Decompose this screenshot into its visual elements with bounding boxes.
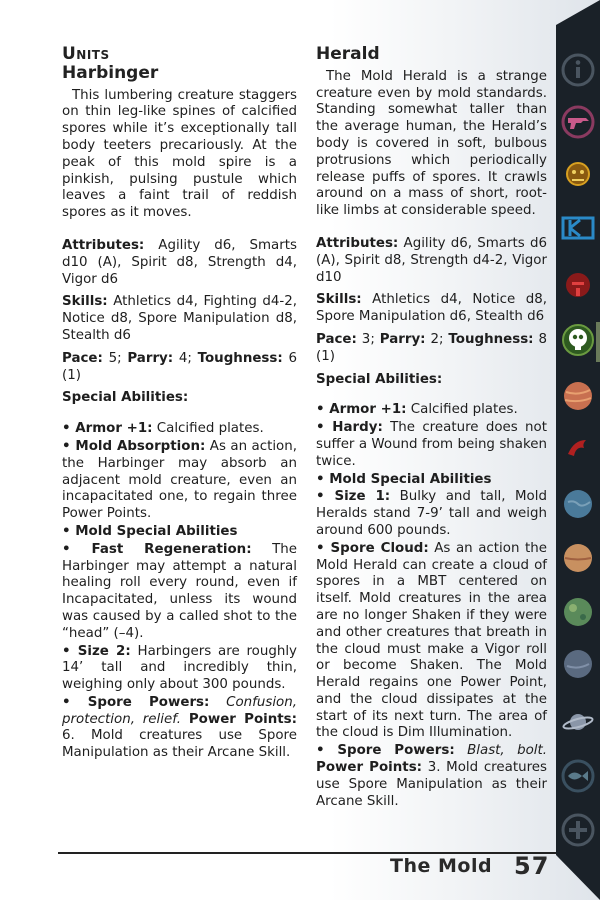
planet-green-icon[interactable] (560, 594, 596, 630)
left-column (62, 46, 297, 763)
creature-name-herald: Herald (316, 44, 380, 64)
fish-icon[interactable] (560, 758, 596, 794)
ability-item: • Mold Absorption: As an action, the Harbinger may absorb an adjacent mold creature, even an incapacitated one, to regain three Power Points. (62, 439, 297, 523)
info-icon[interactable] (560, 52, 596, 88)
harbinger-special-abilities-heading: Special Abilities: (62, 390, 189, 406)
section-title: Units (62, 44, 110, 64)
right-column (316, 46, 547, 811)
planet-red-icon[interactable] (560, 378, 596, 414)
planet-blue-icon[interactable] (560, 486, 596, 522)
harbinger-attributes: Attributes: Agility d6, Smarts d10 (A), Spirit d8, Strength d4, Vigor d6 (62, 237, 297, 287)
ability-item: • Mold Special Abilities (62, 524, 297, 541)
harbinger-skills: Skills: Athletics d4, Fighting d4-2, Notice d8, Spore Manipulation d8, Stealth d6 (62, 294, 297, 343)
plus-icon[interactable] (560, 812, 596, 848)
footer-chapter-title: The Mold (390, 855, 493, 877)
dragon-icon[interactable] (560, 430, 596, 466)
ability-item: • Size 1: Bulky and tall, Mold Heralds stand 7-9’ tall and weigh around 600 pounds. (316, 489, 547, 539)
ability-item: • Hardy: The creature does not suffer a Wound from being shaken twice. (316, 420, 547, 470)
chapter-nav-sidebar (556, 0, 600, 900)
raygun-icon[interactable] (560, 104, 596, 140)
ability-item: • Fast Regeneration: The Harbinger may attempt a natural healing roll every round, even if Incapacitated, unless its wound was caused by a called shot to the “head” (–4). (62, 542, 297, 643)
planet-tan-icon[interactable] (560, 540, 596, 576)
ringed-planet-icon[interactable] (560, 704, 596, 740)
helmet-icon[interactable] (560, 266, 596, 302)
herald-skills: Skills: Athletics d4, Notice d8, Spore Manipulation d6, Stealth d6 (316, 292, 547, 325)
ability-spore-powers: • Spore Powers: Confusion, protection, relief. Power Points: 6. Mold creatures use Spore Manipulation as their Arcane Skill. (62, 695, 297, 762)
herald-pace-line: Pace: 3; Parry: 2; Toughness: 8 (1) (316, 331, 547, 364)
emblem-icon[interactable] (560, 156, 596, 192)
harbinger-description: This lumbering creature staggers on thin leg-like spines of calcified spores while it’s exceptionally tall body teeters precariously. At the peak of this mold spire is a pinkish, pulsing pustule which leaves a faint trail of reddish spores as it moves. (62, 87, 297, 221)
footer-rule (58, 852, 558, 854)
creature-name-harbinger: Harbinger (62, 62, 159, 83)
ability-item: • Spore Cloud: As an action the Mold Herald can create a cloud of spores in a MBT centered on itself. Mold creatures in the area are no longer Shaken if they were and other creatures that breath in the cloud must make a Vigor roll or become Shaken. The Mold Herald regains one Power Point, and the cloud dissipates at the start of its next turn. The area of the cloud is Dim Illumination. (316, 541, 547, 743)
herald-special-abilities-heading: Special Abilities: (316, 371, 443, 387)
ability-item: • Mold Special Abilities (316, 472, 547, 489)
harbinger-pace-line: Pace: 5; Parry: 4; Toughness: 6 (1) (62, 350, 297, 383)
mold-skull-icon[interactable] (560, 322, 596, 358)
ability-item: • Armor +1: Calcified plates. (62, 421, 297, 438)
herald-description: The Mold Herald is a strange creature even by mold standards. Standing somewhat taller than the average human, the Herald’s body is covered in soft, bulbous protrusions which periodically release puffs of spores. It crawls around on a mass of short, root-like limbs at considerable speed. (316, 68, 547, 219)
ability-spore-powers: • Spore Powers: Blast, bolt. Power Points: 3. Mold creatures use Spore Manipulation as their Arcane Skill. (316, 743, 547, 810)
ability-item: • Size 2: Harbingers are roughly 14’ tall and incredibly thin, weighing only about 300 pounds. (62, 644, 297, 694)
planet-slate-icon[interactable] (560, 646, 596, 682)
herald-attributes: Attributes: Agility d6, Smarts d6 (A), Spirit d8, Strength d4-2, Vigor d10 (316, 235, 547, 285)
page-number: 57 (514, 852, 550, 880)
ability-item: • Armor +1: Calcified plates. (316, 402, 547, 419)
k-logo-icon[interactable] (560, 210, 596, 246)
